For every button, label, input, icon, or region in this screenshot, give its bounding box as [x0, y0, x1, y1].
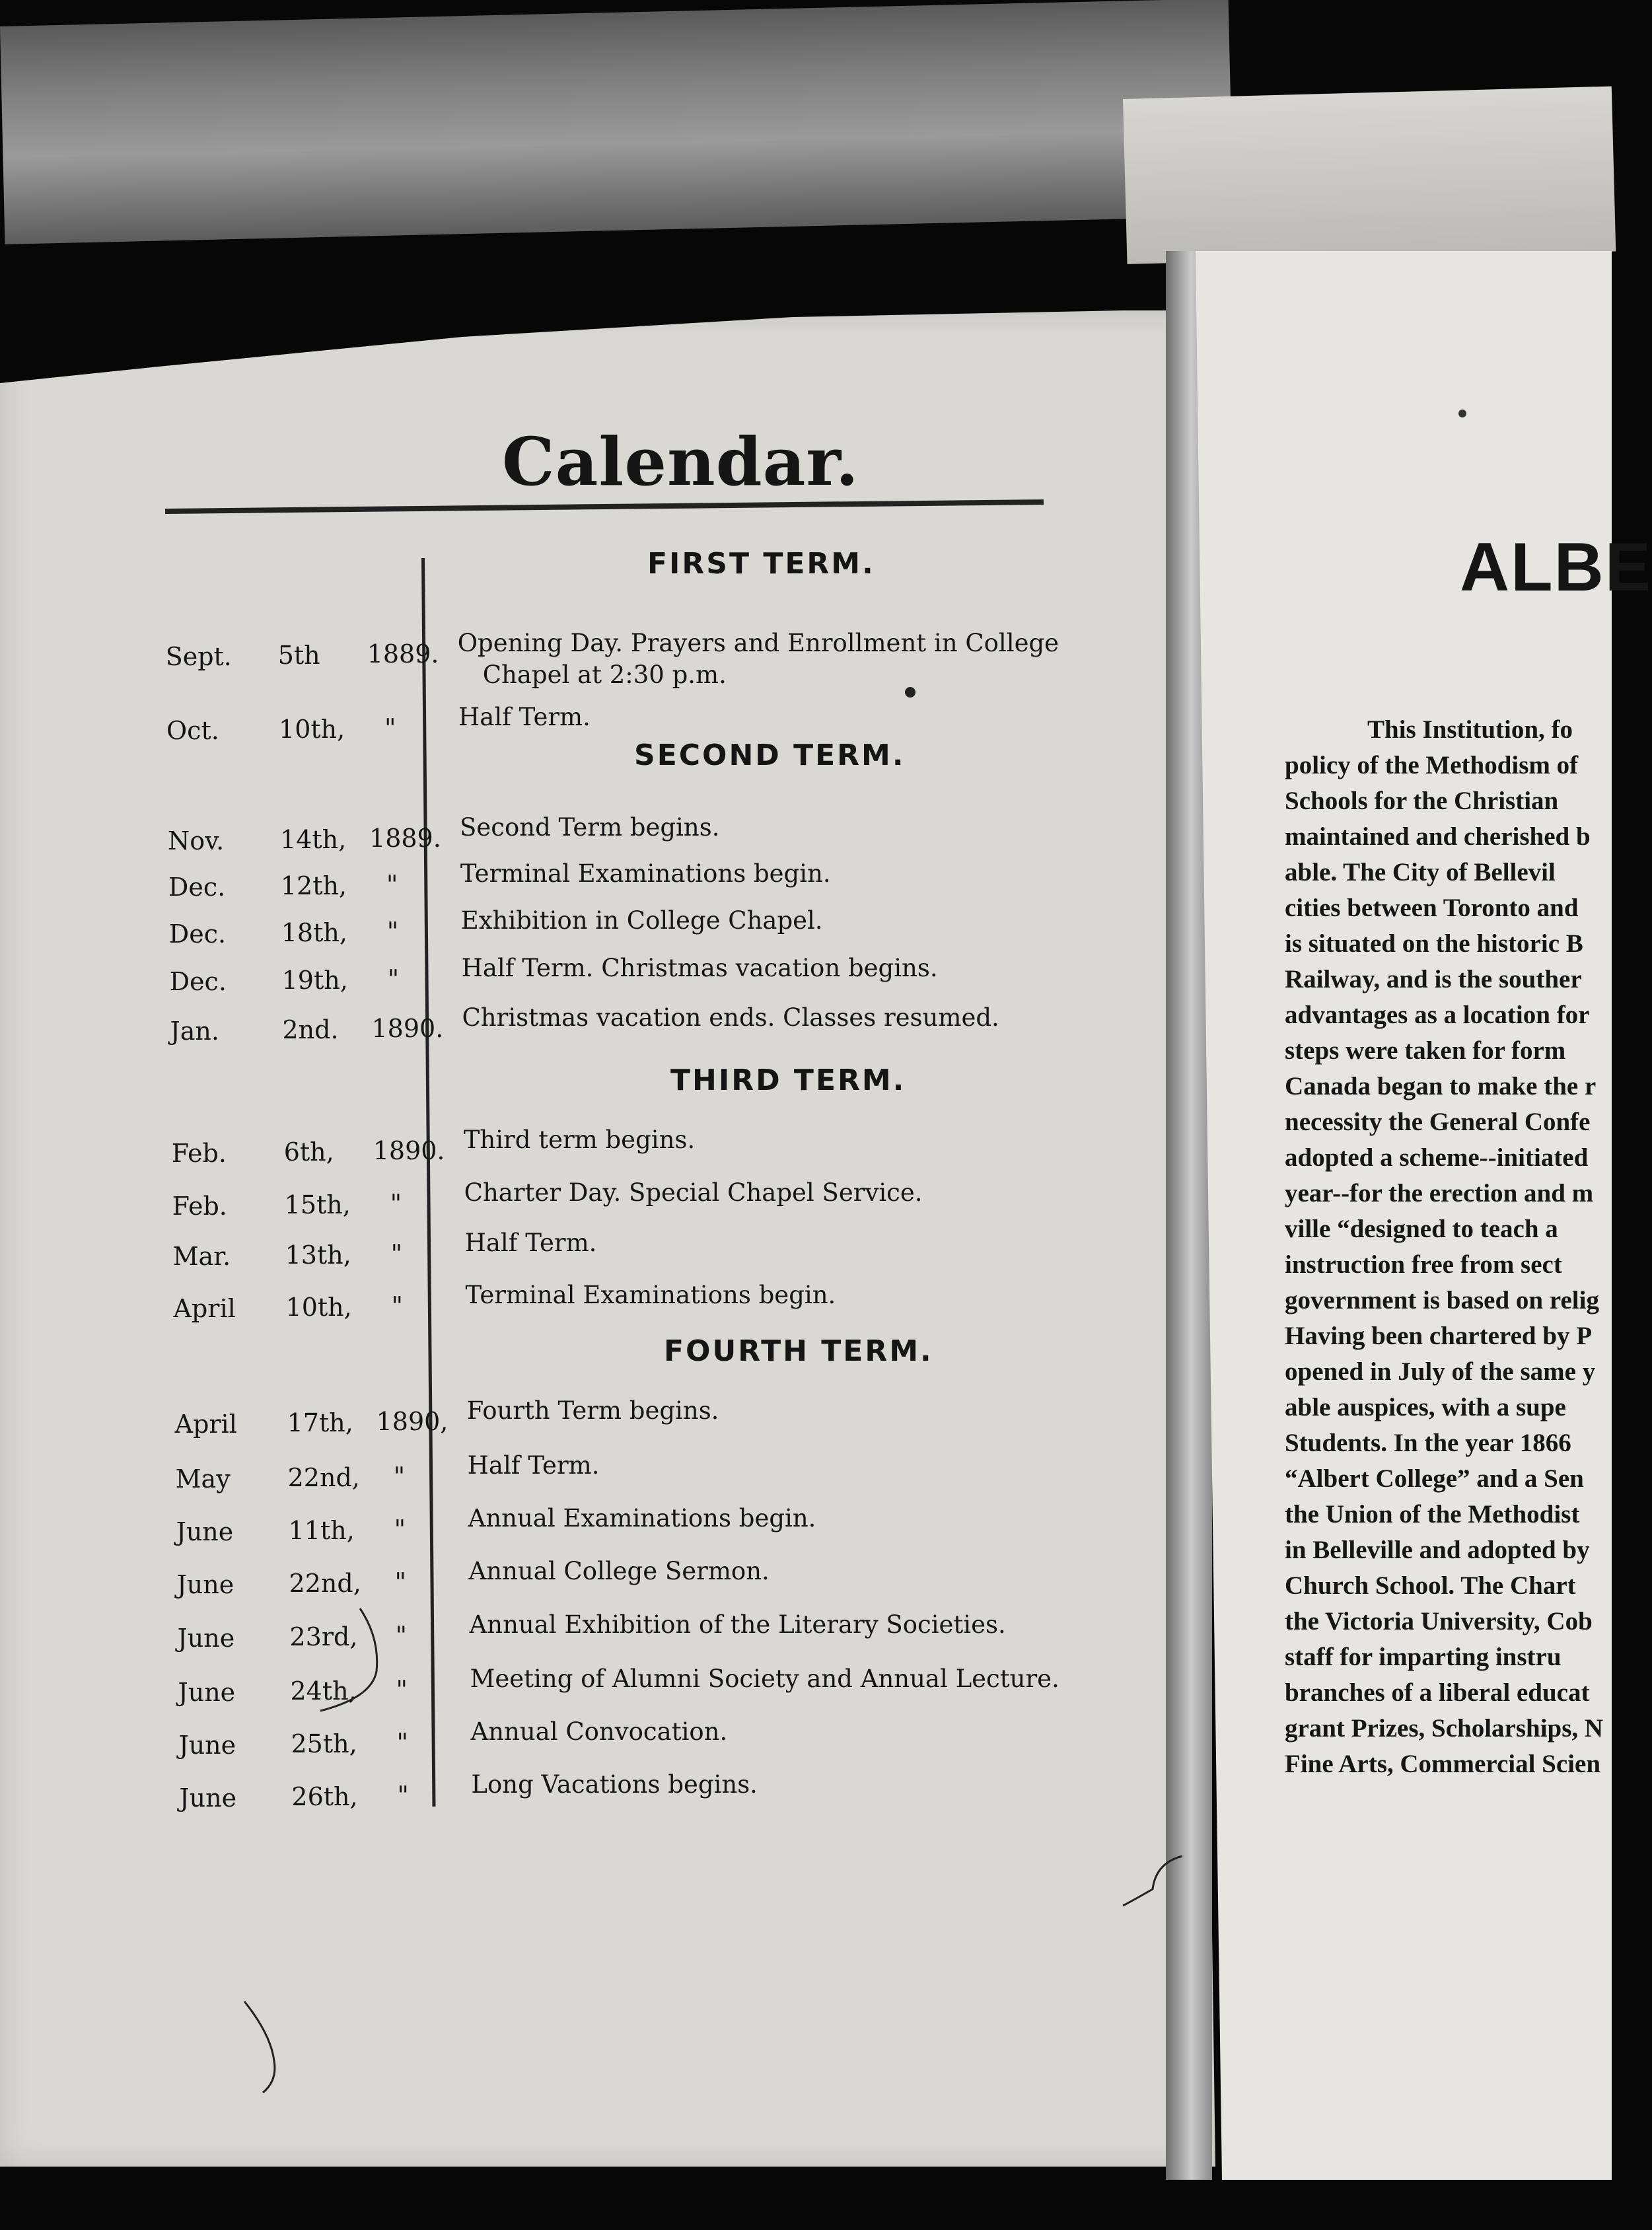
- event-text: Fourth Term begins.: [466, 1396, 719, 1425]
- right-page-line: opened in July of the same y: [1285, 1357, 1596, 1386]
- date-month: June: [178, 1678, 236, 1707]
- pen-stroke: [244, 2001, 275, 2093]
- event-text: Annual Convocation.: [470, 1717, 728, 1746]
- date-day: 18th,: [281, 918, 347, 947]
- date-year: 1889.: [367, 639, 439, 668]
- right-page-line: Students. In the year 1866: [1285, 1429, 1571, 1457]
- event-text: Half Term.: [458, 703, 591, 731]
- right-page-line: cities between Toronto and: [1285, 894, 1579, 922]
- event-text: Annual College Sermon.: [468, 1557, 770, 1585]
- date-day: 12th,: [280, 871, 347, 900]
- term-heading: FOURTH TERM.: [664, 1334, 933, 1368]
- right-page-line: is situated on the historic B: [1285, 929, 1583, 958]
- right-page-line: necessity the General Confe: [1285, 1108, 1591, 1136]
- event-text: Charter Day. Special Chapel Service.: [464, 1178, 923, 1207]
- right-page-line: in Belleville and adopted by: [1285, 1536, 1590, 1564]
- date-month: Oct.: [166, 716, 219, 745]
- date-month: April: [174, 1410, 237, 1439]
- date-month: June: [179, 1783, 237, 1813]
- right-page-line: the Victoria University, Cob: [1285, 1607, 1593, 1636]
- right-page-line: policy of the Methodism of: [1285, 751, 1579, 779]
- term-heading: SECOND TERM.: [634, 738, 906, 772]
- date-year: ": [387, 964, 400, 993]
- date-day: 26th,: [291, 1782, 358, 1811]
- date-month: June: [178, 1731, 236, 1760]
- date-month: Feb.: [172, 1192, 227, 1221]
- date-year: ": [394, 1567, 407, 1597]
- right-page-line: the Union of the Methodist: [1285, 1500, 1580, 1529]
- right-page-line: adopted a scheme--initiated: [1285, 1143, 1589, 1172]
- event-text: Terminal Examinations begin.: [460, 859, 831, 888]
- date-month: Jan.: [170, 1017, 219, 1046]
- date-month: Dec.: [169, 967, 227, 996]
- right-page-line: instruction free from sect: [1285, 1250, 1562, 1279]
- event-text: Meeting of Alumni Society and Annual Lecture.: [470, 1665, 1059, 1693]
- date-day: 13th,: [285, 1241, 351, 1270]
- date-day: 10th,: [285, 1293, 352, 1322]
- date-month: Nov.: [168, 826, 225, 855]
- right-page-line: Fine Arts, Commercial Scien: [1285, 1750, 1601, 1778]
- date-month: June: [176, 1570, 234, 1599]
- pen-stroke: [320, 1608, 377, 1711]
- ink-spot: [1458, 410, 1466, 417]
- date-month: June: [177, 1624, 235, 1653]
- right-page-line: able. The City of Bellevil: [1285, 858, 1556, 886]
- event-text: Annual Examinations begin.: [468, 1504, 816, 1532]
- date-month: Sept.: [165, 642, 232, 671]
- event-text: Chapel at 2:30 p.m.: [482, 661, 727, 689]
- event-text: Christmas vacation ends. Classes resumed.: [462, 1003, 999, 1032]
- date-year: ": [386, 917, 399, 946]
- right-page-line: branches of a liberal educat: [1285, 1678, 1590, 1707]
- date-month: Feb.: [171, 1139, 227, 1168]
- right-page-line: government is based on relig: [1285, 1286, 1599, 1314]
- date-day: 14th,: [280, 825, 347, 854]
- date-year: 1890.: [371, 1014, 444, 1043]
- right-page-line: maintained and cherished b: [1285, 822, 1591, 851]
- event-text: Exhibition in College Chapel.: [460, 906, 823, 935]
- pen-stroke: [1123, 1856, 1182, 1906]
- date-day: 15th,: [284, 1190, 351, 1219]
- date-day: 10th,: [279, 715, 345, 744]
- date-year: ": [384, 713, 396, 742]
- date-year: ": [390, 1239, 403, 1268]
- date-year: ": [397, 1781, 409, 1810]
- date-day: 22nd,: [289, 1569, 361, 1598]
- date-day: 25th,: [291, 1729, 357, 1758]
- event-text: Long Vacations begins.: [471, 1770, 758, 1799]
- date-year: ": [393, 1462, 406, 1491]
- event-text: Half Term.: [467, 1451, 600, 1480]
- date-day: 2nd.: [282, 1015, 339, 1044]
- page-title: Calendar.: [502, 423, 859, 501]
- date-month: Dec.: [168, 919, 227, 949]
- date-day: 23rd,: [289, 1622, 358, 1651]
- right-page-line: steps were taken for form: [1285, 1036, 1566, 1065]
- date-day: 5th: [277, 641, 320, 670]
- event-text: Opening Day. Prayers and Enrollment in College: [457, 629, 1059, 657]
- event-text: Terminal Examinations begin.: [465, 1281, 836, 1309]
- right-page-line: ville “designed to teach a: [1285, 1215, 1558, 1243]
- event-text: Third term begins.: [463, 1126, 696, 1154]
- right-page-line: “Albert College” and a Sen: [1285, 1464, 1584, 1493]
- date-year: ": [396, 1675, 408, 1704]
- date-month: Dec.: [168, 873, 226, 902]
- date-year: ": [396, 1728, 408, 1757]
- event-text: Half Term. Christmas vacation begins.: [461, 954, 938, 982]
- right-page-line: advantages as a location for: [1285, 1001, 1590, 1029]
- term-heading: THIRD TERM.: [670, 1063, 906, 1097]
- date-year: 1890,: [376, 1407, 449, 1436]
- right-page-line: staff for imparting instru: [1285, 1643, 1562, 1671]
- event-text: Half Term.: [464, 1229, 597, 1257]
- date-year: ": [390, 1189, 402, 1218]
- date-year: 1890.: [373, 1136, 445, 1165]
- right-page-line: able auspices, with a supe: [1285, 1393, 1566, 1421]
- date-month: April: [173, 1294, 236, 1323]
- right-page-line: Railway, and is the souther: [1285, 965, 1582, 993]
- right-page-heading: ALBE: [1460, 529, 1652, 606]
- date-month: Mar.: [172, 1242, 231, 1271]
- right-page-line: year--for the erection and m: [1285, 1179, 1594, 1207]
- date-year: ": [395, 1621, 407, 1650]
- date-day: 22nd,: [287, 1463, 360, 1492]
- date-year: 1889.: [369, 824, 441, 853]
- right-page-line: Schools for the Christian: [1285, 787, 1559, 815]
- right-page-line: Having been chartered by P: [1285, 1322, 1593, 1350]
- date-day: 24th,: [290, 1676, 357, 1706]
- event-text: Annual Exhibition of the Literary Societies.: [469, 1610, 1006, 1639]
- term-heading: FIRST TERM.: [647, 547, 875, 581]
- date-month: June: [176, 1517, 234, 1546]
- event-text: Second Term begins.: [460, 813, 720, 842]
- right-page-line: This Institution, fo: [1367, 715, 1573, 744]
- date-year: ": [386, 870, 398, 899]
- date-day: 19th,: [281, 966, 348, 995]
- date-year: ": [391, 1291, 404, 1320]
- right-page-line: Canada began to make the r: [1285, 1072, 1597, 1100]
- date-day: 11th,: [288, 1516, 355, 1545]
- right-page-line: Church School. The Chart: [1285, 1571, 1576, 1600]
- right-page-line: grant Prizes, Scholarships, N: [1285, 1714, 1604, 1743]
- date-day: 6th,: [283, 1137, 334, 1167]
- date-year: ": [394, 1515, 406, 1544]
- ink-spot: [905, 687, 916, 698]
- date-month: May: [175, 1464, 231, 1493]
- date-day: 17th,: [287, 1408, 353, 1437]
